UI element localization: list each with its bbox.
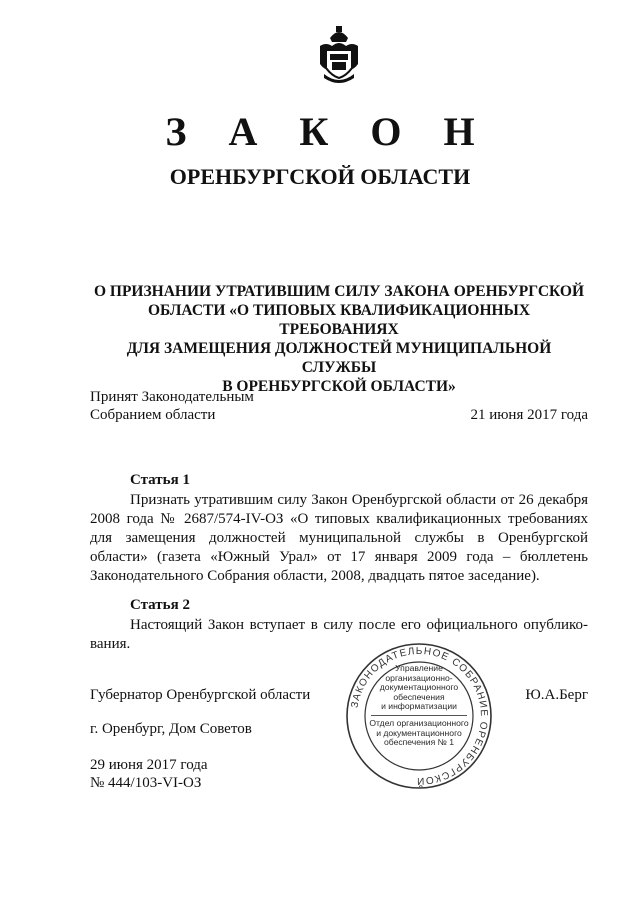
article-2-text: Настоящий Закон вступает в силу после его официального опублико-вания. xyxy=(90,617,588,652)
stamp-ring-text: ЗАКОНОДАТЕЛЬНОЕ СОБРАНИЕ ОРЕНБУРГСКОЙ xyxy=(349,645,490,787)
article-1-heading: Статья 1 xyxy=(130,472,190,488)
signing-date: 29 июня 2017 года xyxy=(90,757,208,773)
stamp-line: обеспечения № 1 xyxy=(383,737,455,748)
stamp-line: обеспечения xyxy=(393,691,445,702)
stamp-divider xyxy=(371,715,467,716)
signer-name: Ю.А.Берг xyxy=(525,687,588,703)
adoption-date: 21 июня 2017 года xyxy=(470,407,588,423)
stamp-inner-text xyxy=(365,664,473,748)
stamp-line: организационно- xyxy=(385,672,453,683)
subject-line: В ОРЕНБУРГСКОЙ ОБЛАСТИ» xyxy=(222,378,456,395)
article-1-text: Признать утратившим силу Закон Оренбургской области от 26 декабря 2008 года № 2687/574-IV-ОЗ «О типовых квалификационных требованиях для замещения должностей муниципальной службы в Оренбургской области» (газета «Южный Урал» от 17 января 2009 года – бюллетень Законодательного Собрания области, 2008, двадцать пятое заседание). xyxy=(90,492,588,584)
adoption-line-2: Собранием области xyxy=(90,407,216,423)
subject-line: ДЛЯ ЗАМЕЩЕНИЯ ДОЛЖНОСТЕЙ МУНИЦИПАЛЬНОЙ СЛУЖБЫ xyxy=(126,340,552,376)
coat-of-arms-icon xyxy=(316,24,362,86)
stamp-line: Отдел организационного xyxy=(369,717,469,728)
subject-line: О ПРИЗНАНИИ УТРАТИВШИМ СИЛУ ЗАКОНА ОРЕНБУРГСКОЙ xyxy=(93,283,585,300)
stamp-line: и информатизации xyxy=(381,701,457,712)
document-region: ОРЕНБУРГСКОЙ ОБЛАСТИ xyxy=(169,164,471,189)
governor-title: Губернатор Оренбургской области xyxy=(90,687,311,703)
law-number: № 444/103-VI-ОЗ xyxy=(90,775,202,791)
document-title: З А К О Н xyxy=(165,109,491,154)
article-2-heading: Статья 2 xyxy=(130,597,190,613)
stamp-line: Управление xyxy=(395,663,443,673)
stamp-line: документационного xyxy=(379,682,459,693)
stamp-line: и документационного xyxy=(376,727,462,738)
adoption-line-1: Принят Законодательным xyxy=(90,389,254,405)
subject-line: ОБЛАСТИ «О ТИПОВЫХ КВАЛИФИКАЦИОННЫХ ТРЕБОВАНИЯХ xyxy=(147,302,531,338)
signing-place: г. Оренбург, Дом Советов xyxy=(90,721,252,737)
law-subject xyxy=(90,282,588,396)
